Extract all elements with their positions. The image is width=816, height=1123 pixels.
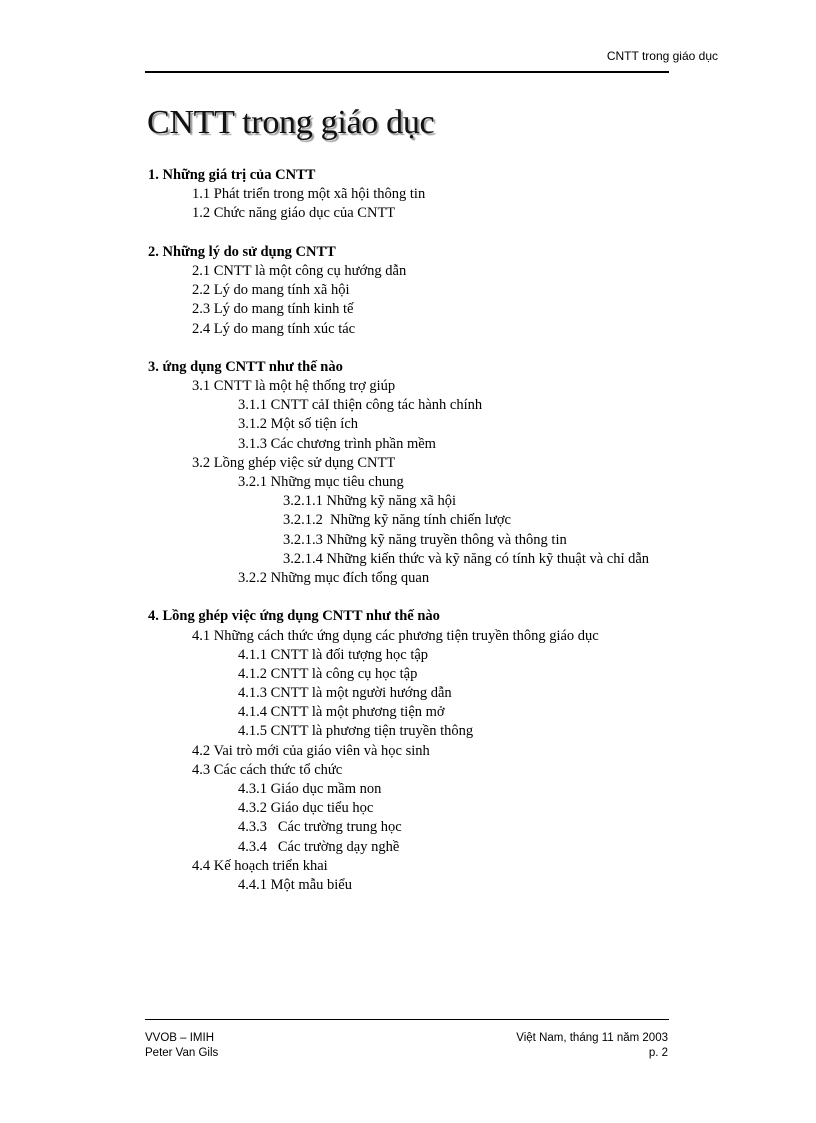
toc-entry: 4.3 Các cách thức tổ chức <box>192 761 343 778</box>
toc-entry: 3.1.2 Một số tiện ích <box>238 416 359 433</box>
footer-rule <box>145 1019 669 1020</box>
toc-entry: 4.3.3 Các trường trung học <box>238 819 402 836</box>
toc-entry: 4.1.3 CNTT là một người hướng dẫn <box>238 685 452 702</box>
toc-entry: 3.1 CNTT là một hệ thống trợ giúp <box>192 378 396 395</box>
toc-entry: 4.3.2 Giáo dục tiểu học <box>238 800 374 817</box>
footer-org: VVOB – IMIH <box>145 1032 215 1044</box>
toc-entry: 3.1.1 CNTT cảI thiện công tác hành chính <box>238 397 483 414</box>
running-header: CNTT trong giáo dục <box>606 49 718 63</box>
toc-entry: 2.4 Lý do mang tính xúc tác <box>192 320 356 337</box>
footer-left <box>145 1031 218 1061</box>
toc-entry: 4.1.2 CNTT là công cụ học tập <box>238 665 418 682</box>
toc-section-heading: 3. ứng dụng CNTT như thế nào <box>148 358 343 375</box>
toc-entry: 1.1 Phát triển trong một xã hội thông tin <box>192 186 426 203</box>
toc-entry: 4.1.4 CNTT là một phương tiện mở <box>238 704 445 721</box>
footer-date: Việt Nam, tháng 11 năm 2003 <box>516 1032 668 1044</box>
toc-entry: 4.1 Những cách thức ứng dụng các phương tiện truyền thông giáo dục <box>192 627 599 644</box>
toc-entry: 3.1.3 Các chương trình phần mềm <box>238 435 436 452</box>
toc-entry: 3.2.1.3 Những kỹ năng truyền thông và thông tin <box>283 531 567 548</box>
toc-entry: 4.2 Vai trò mới của giáo viên và học sinh <box>192 742 430 759</box>
toc-entry: 4.4 Kế hoạch triển khai <box>192 857 328 874</box>
footer-author: Peter Van Gils <box>145 1047 219 1059</box>
toc-entry: 3.2 Lồng ghép việc sử dụng CNTT <box>192 454 396 471</box>
toc-entry: 4.1.1 CNTT là đối tượng học tập <box>238 646 429 663</box>
toc-entry: 2.2 Lý do mang tính xã hội <box>192 282 350 299</box>
footer-page-number: p. 2 <box>648 1047 668 1059</box>
footer-right <box>516 1031 668 1061</box>
toc-entry: 4.4.1 Một mẫu biểu <box>238 876 352 893</box>
toc-entry: 4.1.5 CNTT là phương tiện truyền thông <box>238 723 474 740</box>
toc-entry: 3.2.1.2 Những kỹ năng tính chiến lược <box>283 512 511 529</box>
toc-entry: 4.3.1 Giáo dục mầm non <box>238 781 382 797</box>
toc-entry: 3.2.1.4 Những kiến thức và kỹ năng có tính kỹ thuật và chỉ dẫn <box>283 550 650 567</box>
toc-entry: 2.1 CNTT là một công cụ hướng dẫn <box>192 262 407 279</box>
page-title: CNTT trong giáo dục <box>147 104 435 141</box>
header-rule <box>145 71 669 73</box>
toc-entry: 2.3 Lý do mang tính kinh tế <box>192 301 354 318</box>
toc-section-heading: 1. Những giá trị của CNTT <box>148 167 316 183</box>
toc-entry: 1.2 Chức năng giáo dục của CNTT <box>192 205 396 222</box>
toc-entry: 3.2.1.1 Những kỹ năng xã hội <box>283 493 456 510</box>
toc-section-heading: 4. Lồng ghép việc ứng dụng CNTT như thế nào <box>148 608 440 625</box>
table-of-contents <box>148 166 708 895</box>
toc-entry: 4.3.4 Các trường dạy nghề <box>238 838 400 855</box>
toc-entry: 3.2.2 Những mục đích tổng quan <box>238 569 430 586</box>
toc-section-heading: 2. Những lý do sử dụng CNTT <box>148 243 336 260</box>
toc-entry: 3.2.1 Những mục tiêu chung <box>238 474 404 490</box>
